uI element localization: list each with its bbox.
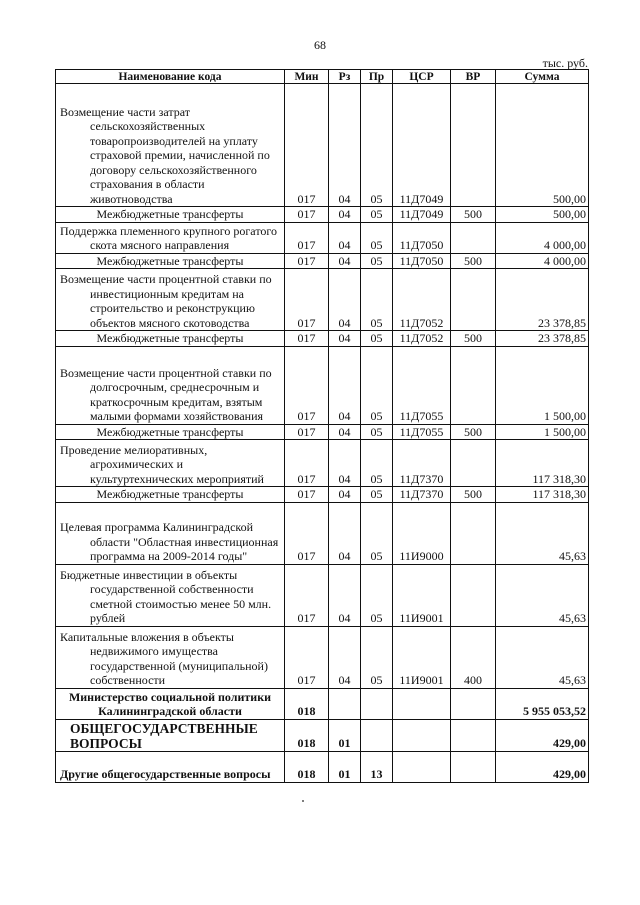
row-vr <box>451 719 496 751</box>
row-sum: 23 378,85 <box>496 269 589 331</box>
row-rz: 04 <box>329 626 361 688</box>
row-sum: 1 500,00 <box>496 424 589 440</box>
row-pr: 05 <box>361 84 393 207</box>
row-rz: 04 <box>329 222 361 253</box>
budget-table <box>55 69 589 783</box>
row-sum: 117 318,30 <box>496 487 589 503</box>
row-csr <box>393 719 451 751</box>
row-min: 017 <box>285 626 329 688</box>
row-csr: 11И9000 <box>393 502 451 564</box>
row-name: Межбюджетные трансферты <box>56 207 285 223</box>
table-row <box>56 487 589 503</box>
row-rz: 04 <box>329 253 361 269</box>
row-pr <box>361 688 393 719</box>
row-csr <box>393 688 451 719</box>
row-min: 017 <box>285 440 329 487</box>
row-sum: 23 378,85 <box>496 331 589 347</box>
row-name: Проведение мелиоративных, агрохимических и культуртехнических мероприятий <box>56 440 285 487</box>
row-vr: 500 <box>451 207 496 223</box>
row-rz: 04 <box>329 269 361 331</box>
row-name: Целевая программа Калининградской области "Областная инвестиционная программа на 2009-2014 годы" <box>56 502 285 564</box>
row-sum: 45,63 <box>496 502 589 564</box>
row-min: 018 <box>285 751 329 782</box>
row-pr: 05 <box>361 207 393 223</box>
row-csr: 11Д7370 <box>393 440 451 487</box>
row-sum: 5 955 053,52 <box>496 688 589 719</box>
row-rz <box>329 688 361 719</box>
row-pr: 05 <box>361 564 393 626</box>
row-rz: 04 <box>329 346 361 424</box>
row-min: 017 <box>285 84 329 207</box>
row-min: 017 <box>285 207 329 223</box>
row-pr: 05 <box>361 424 393 440</box>
row-rz: 01 <box>329 751 361 782</box>
row-name: Возмещение части процентной ставки по долгосрочным, среднесрочным и краткосрочным кредитам, взятым малыми формами хозяйствования <box>56 346 285 424</box>
row-csr: 11Д7052 <box>393 269 451 331</box>
page-number: 68 <box>314 38 326 52</box>
row-min: 017 <box>285 346 329 424</box>
row-sum: 1 500,00 <box>496 346 589 424</box>
speck-mark <box>302 800 304 802</box>
row-name: Поддержка племенного крупного рогатого скота мясного направления <box>56 222 285 253</box>
row-vr <box>451 84 496 207</box>
row-min: 017 <box>285 487 329 503</box>
row-min: 017 <box>285 564 329 626</box>
row-pr <box>361 719 393 751</box>
row-pr: 05 <box>361 502 393 564</box>
row-sum: 429,00 <box>496 719 589 751</box>
row-vr: 500 <box>451 487 496 503</box>
row-rz: 04 <box>329 487 361 503</box>
row-pr: 05 <box>361 440 393 487</box>
table-row <box>56 751 589 782</box>
row-sum: 500,00 <box>496 207 589 223</box>
row-rz: 04 <box>329 424 361 440</box>
table-row <box>56 331 589 347</box>
row-min: 017 <box>285 331 329 347</box>
row-csr: 11Д7055 <box>393 424 451 440</box>
row-vr <box>451 346 496 424</box>
row-name: Другие общегосударственные вопросы <box>56 751 285 782</box>
column-header-min: Мин <box>285 70 329 84</box>
row-rz: 04 <box>329 564 361 626</box>
row-min: 018 <box>285 688 329 719</box>
row-vr <box>451 222 496 253</box>
row-rz: 04 <box>329 331 361 347</box>
table-row <box>56 688 589 719</box>
row-csr: 11И9001 <box>393 626 451 688</box>
row-vr: 500 <box>451 424 496 440</box>
row-pr: 05 <box>361 269 393 331</box>
row-csr: 11Д7049 <box>393 84 451 207</box>
row-rz: 04 <box>329 207 361 223</box>
row-name: Бюджетные инвестиции в объекты государственной собственности сметной стоимостью менее 50 млн. рублей <box>56 564 285 626</box>
row-rz: 01 <box>329 719 361 751</box>
row-rz: 04 <box>329 502 361 564</box>
table-row <box>56 719 589 751</box>
row-pr: 05 <box>361 331 393 347</box>
column-header-rz: Рз <box>329 70 361 84</box>
row-sum: 4 000,00 <box>496 222 589 253</box>
table-row <box>56 253 589 269</box>
row-name: Министерство социальной политики Калининградской области <box>56 688 285 719</box>
table-row <box>56 564 589 626</box>
row-vr <box>451 440 496 487</box>
row-vr: 500 <box>451 253 496 269</box>
row-csr: 11Д7049 <box>393 207 451 223</box>
row-name: Капитальные вложения в объекты недвижимого имущества государственной (муниципальной) собственности <box>56 626 285 688</box>
row-csr: 11И9001 <box>393 564 451 626</box>
row-pr: 05 <box>361 222 393 253</box>
row-min: 017 <box>285 424 329 440</box>
table-row <box>56 207 589 223</box>
row-vr <box>451 751 496 782</box>
row-min: 017 <box>285 222 329 253</box>
row-vr: 500 <box>451 331 496 347</box>
table-row <box>56 269 589 331</box>
row-vr <box>451 688 496 719</box>
row-pr: 13 <box>361 751 393 782</box>
row-pr: 05 <box>361 346 393 424</box>
table-row <box>56 502 589 564</box>
table-row <box>56 84 589 207</box>
column-header-vr: ВР <box>451 70 496 84</box>
row-pr: 05 <box>361 626 393 688</box>
table-row <box>56 424 589 440</box>
column-header-csr: ЦСР <box>393 70 451 84</box>
column-header-pr: Пр <box>361 70 393 84</box>
row-csr: 11Д7052 <box>393 331 451 347</box>
row-sum: 45,63 <box>496 626 589 688</box>
table-header-row <box>56 70 589 84</box>
row-min: 017 <box>285 253 329 269</box>
row-pr: 05 <box>361 253 393 269</box>
row-name: Возмещение части процентной ставки по инвестиционным кредитам на строительство и реконструкцию объектов мясного скотоводства <box>56 269 285 331</box>
row-name: ОБЩЕГОСУДАРСТВЕННЫЕ ВОПРОСЫ <box>56 719 285 751</box>
row-name: Межбюджетные трансферты <box>56 487 285 503</box>
row-vr <box>451 564 496 626</box>
row-sum: 45,63 <box>496 564 589 626</box>
row-vr: 400 <box>451 626 496 688</box>
row-sum: 4 000,00 <box>496 253 589 269</box>
row-vr <box>451 502 496 564</box>
table-row <box>56 626 589 688</box>
row-csr: 11Д7050 <box>393 222 451 253</box>
row-name: Межбюджетные трансферты <box>56 424 285 440</box>
table-row <box>56 440 589 487</box>
table-row <box>56 346 589 424</box>
row-min: 017 <box>285 269 329 331</box>
units-label: тыс. руб. <box>542 56 588 70</box>
table-row <box>56 222 589 253</box>
row-sum: 117 318,30 <box>496 440 589 487</box>
row-name: Межбюджетные трансферты <box>56 253 285 269</box>
row-name: Межбюджетные трансферты <box>56 331 285 347</box>
row-csr: 11Д7370 <box>393 487 451 503</box>
row-csr <box>393 751 451 782</box>
row-min: 018 <box>285 719 329 751</box>
row-rz: 04 <box>329 440 361 487</box>
row-sum: 429,00 <box>496 751 589 782</box>
row-min: 017 <box>285 502 329 564</box>
row-pr: 05 <box>361 487 393 503</box>
row-sum: 500,00 <box>496 84 589 207</box>
column-header-name: Наименование кода <box>56 70 285 84</box>
column-header-sum: Сумма <box>496 70 589 84</box>
row-rz: 04 <box>329 84 361 207</box>
row-vr <box>451 269 496 331</box>
row-csr: 11Д7050 <box>393 253 451 269</box>
row-name: Возмещение части затрат сельскохозяйственных товаропроизводителей на уплату страховой премии, начисленной по договору сельскохозяйственного страхования в области животноводства <box>56 84 285 207</box>
row-csr: 11Д7055 <box>393 346 451 424</box>
